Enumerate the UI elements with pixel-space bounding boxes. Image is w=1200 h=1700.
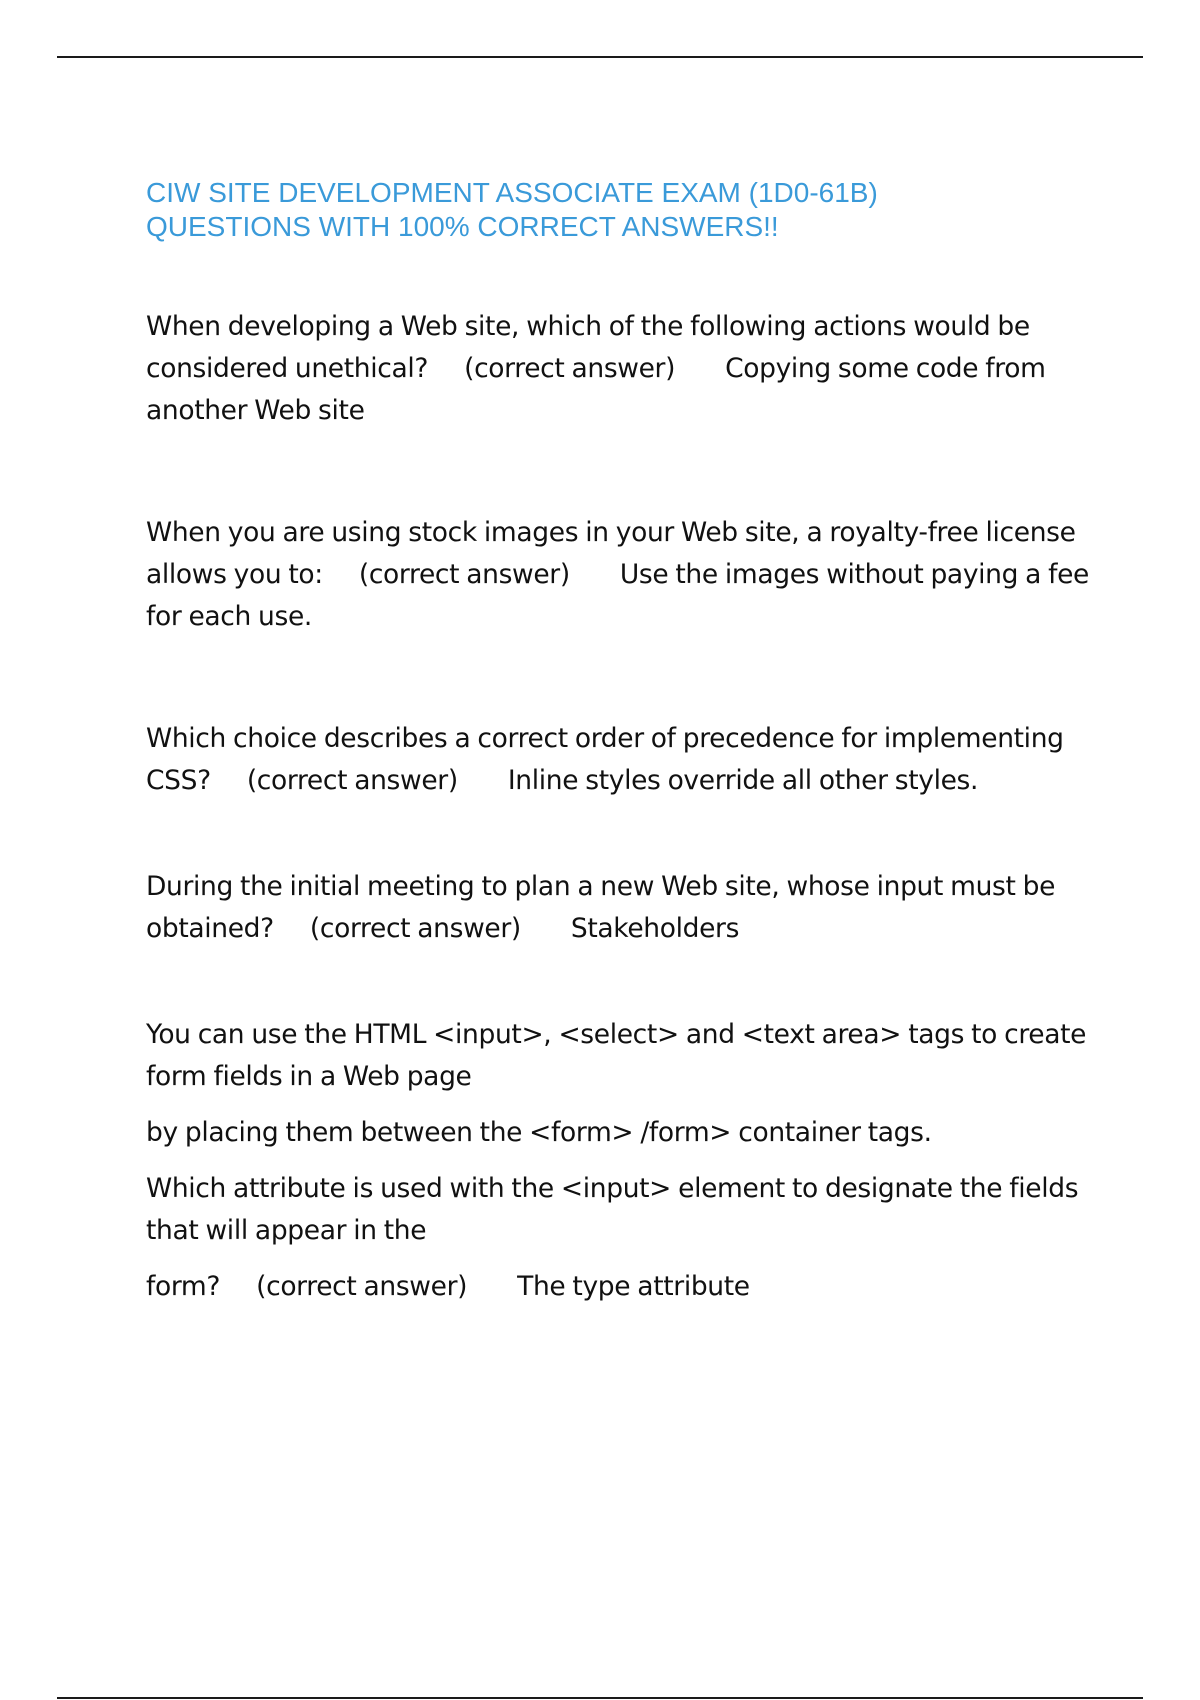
qa-item-4 — [146, 866, 1106, 950]
qa-item-3 — [146, 718, 1106, 802]
answer-marker: (correct answer) — [309, 913, 521, 944]
answer-marker: (correct answer) — [246, 765, 458, 796]
qa-item-5-answer-line — [146, 1266, 1106, 1308]
title-line-2: QUESTIONS WITH 100% CORRECT ANSWERS!! — [146, 211, 779, 242]
question-text: Which choice describes a correct order of precedence for implementing CSS? — [146, 723, 1064, 796]
document-title — [146, 176, 1106, 244]
answer-text: Copying some code from another Web site — [146, 353, 1046, 426]
qa-item-5-intro: You can use the HTML <input>, <select> and <text area> tags to create form fields in a Web page — [146, 1019, 1087, 1092]
qa-item-5-context: by placing them between the <form> /form> container tags. — [146, 1117, 932, 1148]
question-text: When you are using stock images in your Web site, a royalty-free license allows you to: — [146, 517, 1076, 590]
question-text: When developing a Web site, which of the following actions would be considered unethical? — [146, 311, 1030, 384]
answer-marker: (correct answer) — [256, 1271, 468, 1302]
document-body — [146, 176, 1106, 1308]
qa-item-1 — [146, 306, 1106, 432]
title-line-1: CIW SITE DEVELOPMENT ASSOCIATE EXAM (1D0-61B) — [146, 177, 878, 208]
top-rule — [57, 56, 1143, 58]
qa-item-2 — [146, 512, 1106, 638]
question-text: During the initial meeting to plan a new Web site, whose input must be obtained? — [146, 871, 1056, 944]
question-text: form? — [146, 1271, 221, 1302]
answer-marker: (correct answer) — [358, 559, 570, 590]
bottom-rule — [57, 1697, 1143, 1699]
answer-marker: (correct answer) — [464, 353, 676, 384]
answer-text: Stakeholders — [570, 913, 740, 944]
answer-text: Use the images without paying a fee for each use. — [146, 559, 1089, 632]
qa-item-5-question: Which attribute is used with the <input> element to designate the fields that will appear in the — [146, 1173, 1079, 1246]
answer-text: The type attribute — [517, 1271, 750, 1302]
answer-text: Inline styles override all other styles. — [507, 765, 979, 796]
